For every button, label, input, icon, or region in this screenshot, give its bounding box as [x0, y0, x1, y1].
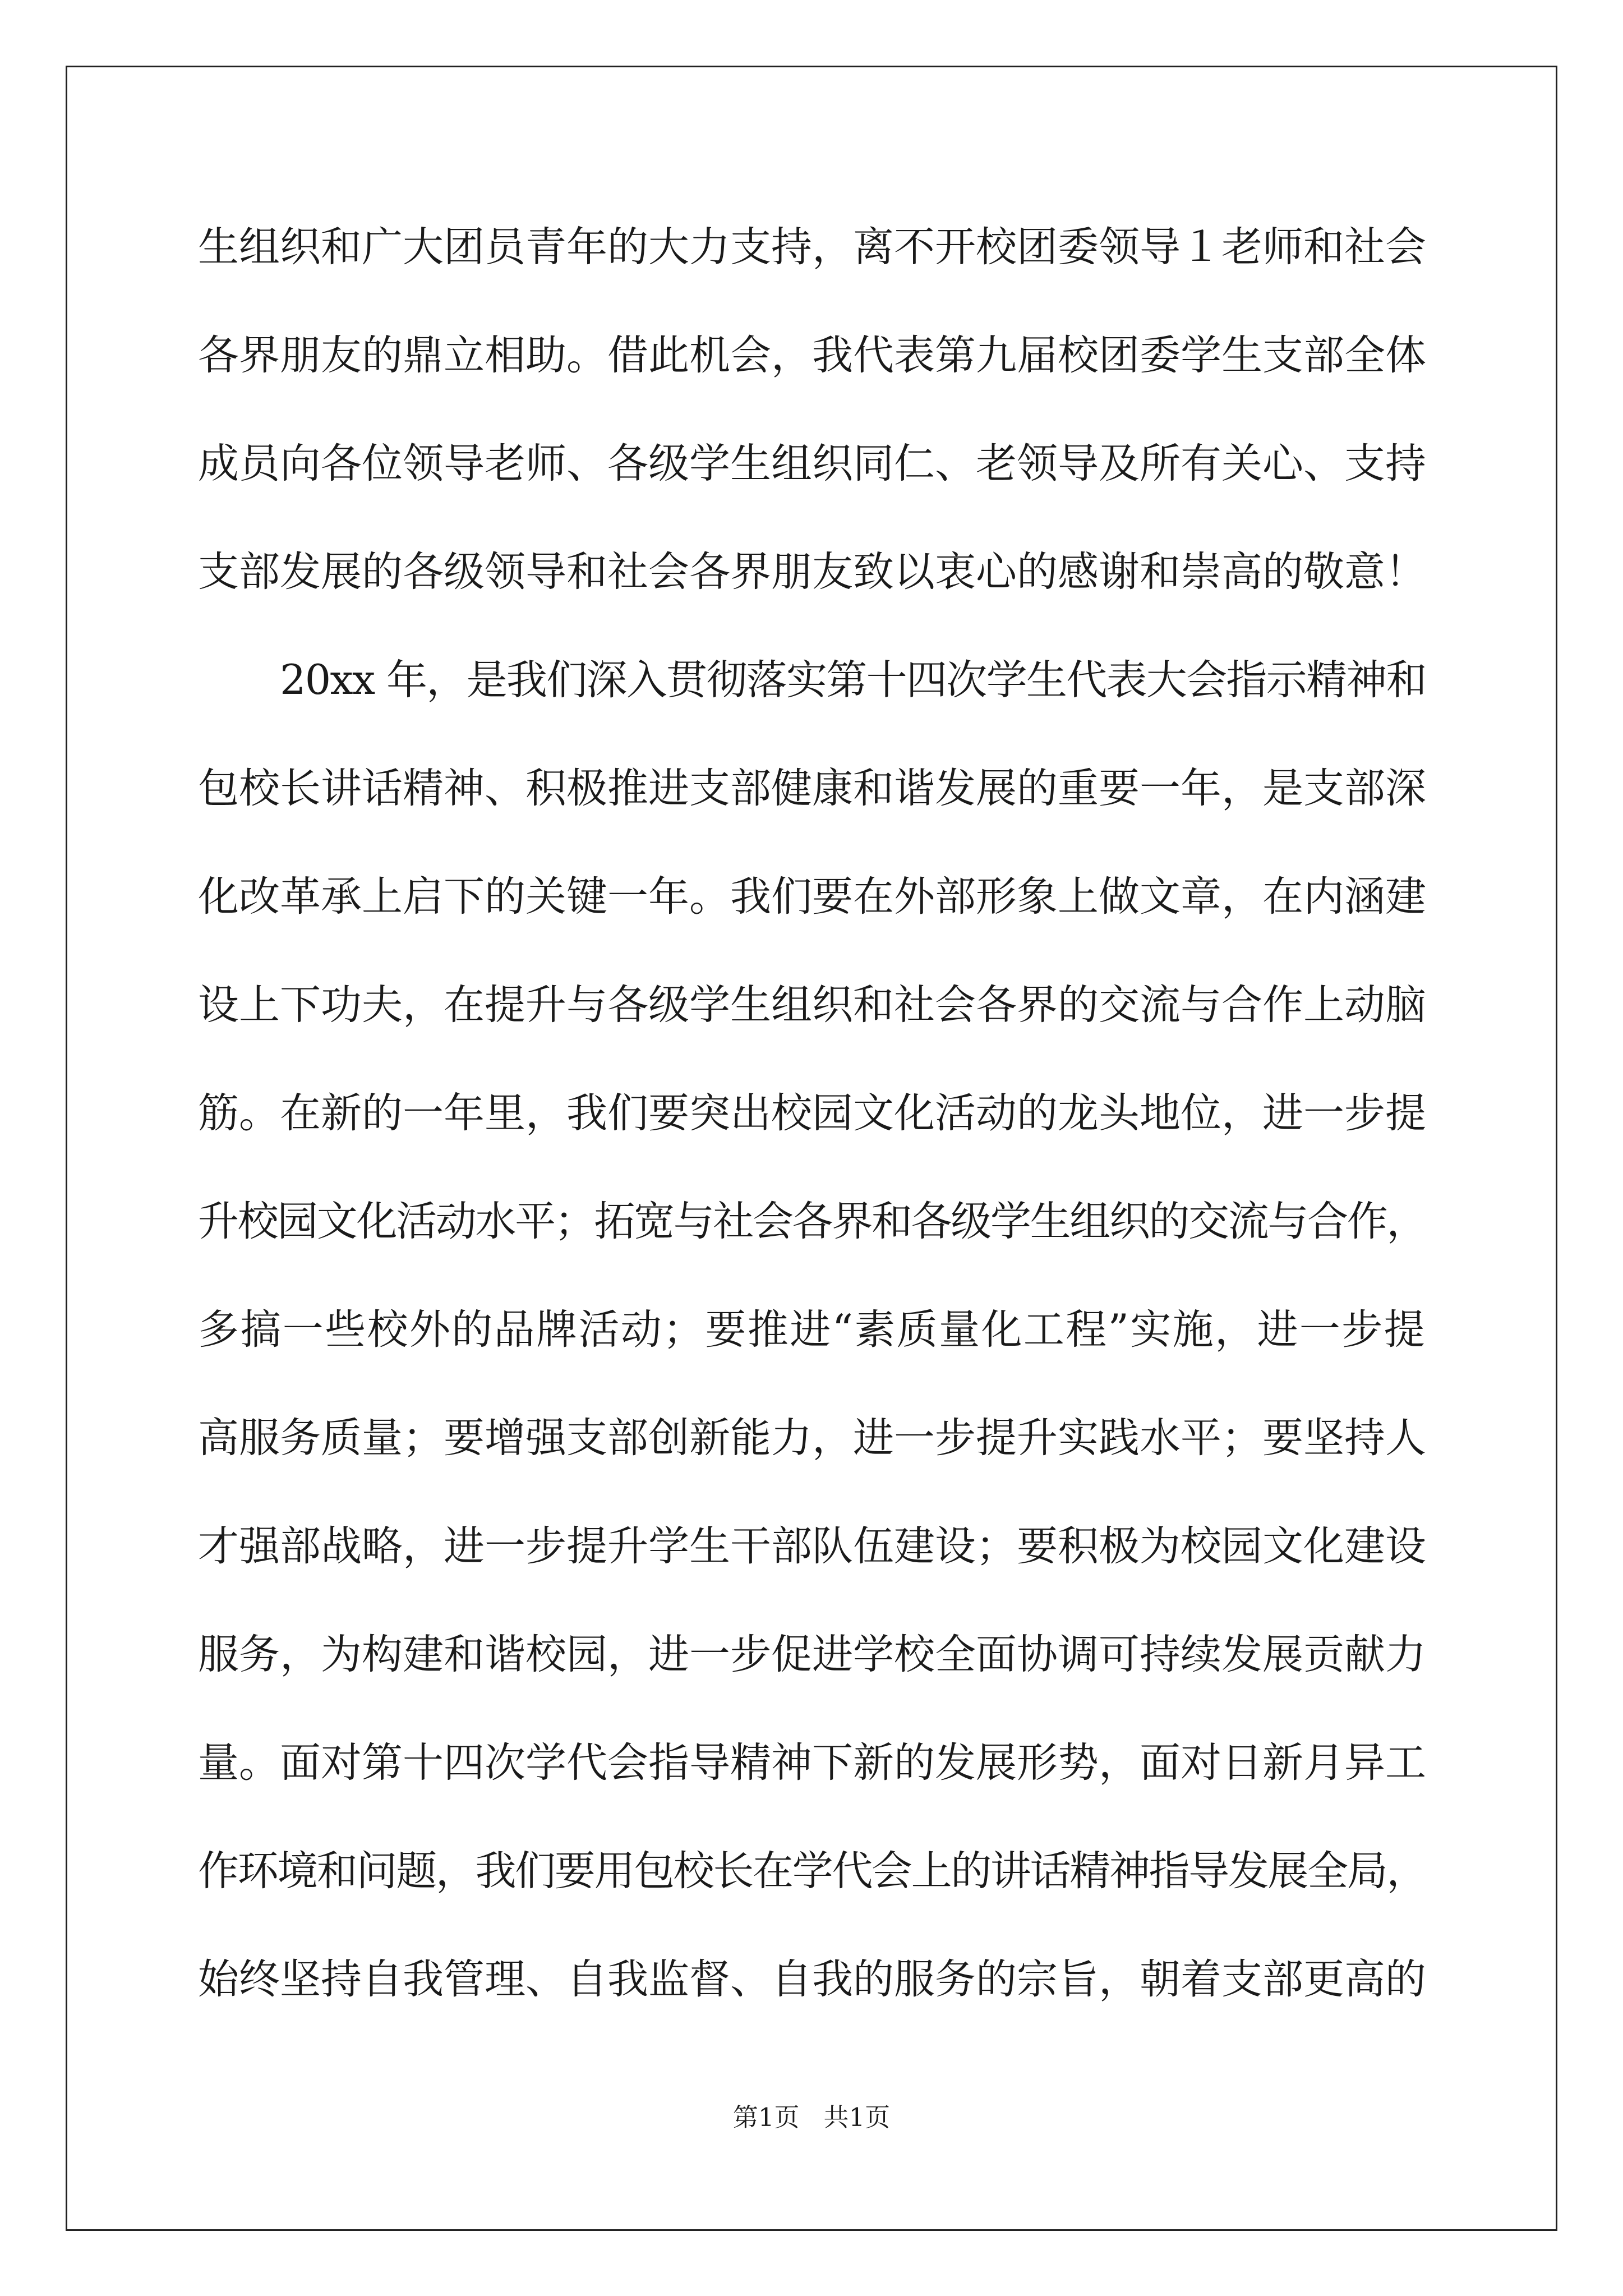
text-line: 高服务质量；要增强支部创新能力，进一步提升实践水平；要坚持人 — [198, 1414, 1426, 1462]
text-line: 化改革承上启下的关键一年。我们要在外部形象上做文章，在内涵建 — [198, 873, 1426, 921]
paragraph-start-line: 20xx 年，是我们深入贯彻落实第十四次学生代表大会指示精神和 — [280, 656, 1426, 704]
text-line: 包校长讲话精神、积极推进支部健康和谐发展的重要一年，是支部深 — [198, 765, 1426, 812]
text-line: 生组织和广大团员青年的大力支持，离不开校团委领导１老师和社会 — [198, 223, 1426, 271]
text-line: 服务，为构建和谐校园，进一步促进学校全面协调可持续发展贡献力 — [198, 1631, 1426, 1678]
text-line: 筋。在新的一年里，我们要突出校园文化活动的龙头地位，进一步提 — [198, 1089, 1426, 1137]
text-line: 支部发展的各级领导和社会各界朋友致以衷心的感谢和崇高的敬意！ — [198, 548, 1426, 596]
text-line: 多搞一些校外的品牌活动；要推进“素质量化工程”实施，进一步提 — [198, 1306, 1426, 1354]
text-line: 设上下功夫，在提升与各级学生组织和社会各界的交流与合作上动脑 — [198, 981, 1426, 1029]
text-line: 才强部战略，进一步提升学生干部队伍建设；要积极为校园文化建设 — [198, 1522, 1426, 1570]
text-line: 各界朋友的鼎立相助。借此机会，我代表第九届校团委学生支部全体 — [198, 332, 1426, 379]
text-line: 始终坚持自我管理、自我监督、自我的服务的宗旨，朝着支部更高的 — [198, 1955, 1426, 2003]
document-body — [198, 193, 1426, 2033]
text-line: 作环境和问题，我们要用包校长在学代会上的讲话精神指导发展全局， — [198, 1847, 1426, 1895]
text-line: 升校园文化活动水平；拓宽与社会各界和各级学生组织的交流与合作， — [198, 1198, 1426, 1245]
text-line: 量。面对第十四次学代会指导精神下新的发展形势，面对日新月异工 — [198, 1739, 1426, 1787]
text-line: 成员向各位领导老师、各级学生组织同仁、老领导及所有关心、支持 — [198, 440, 1426, 487]
page-number-footer: 第1页 共1页 — [732, 2102, 891, 2132]
